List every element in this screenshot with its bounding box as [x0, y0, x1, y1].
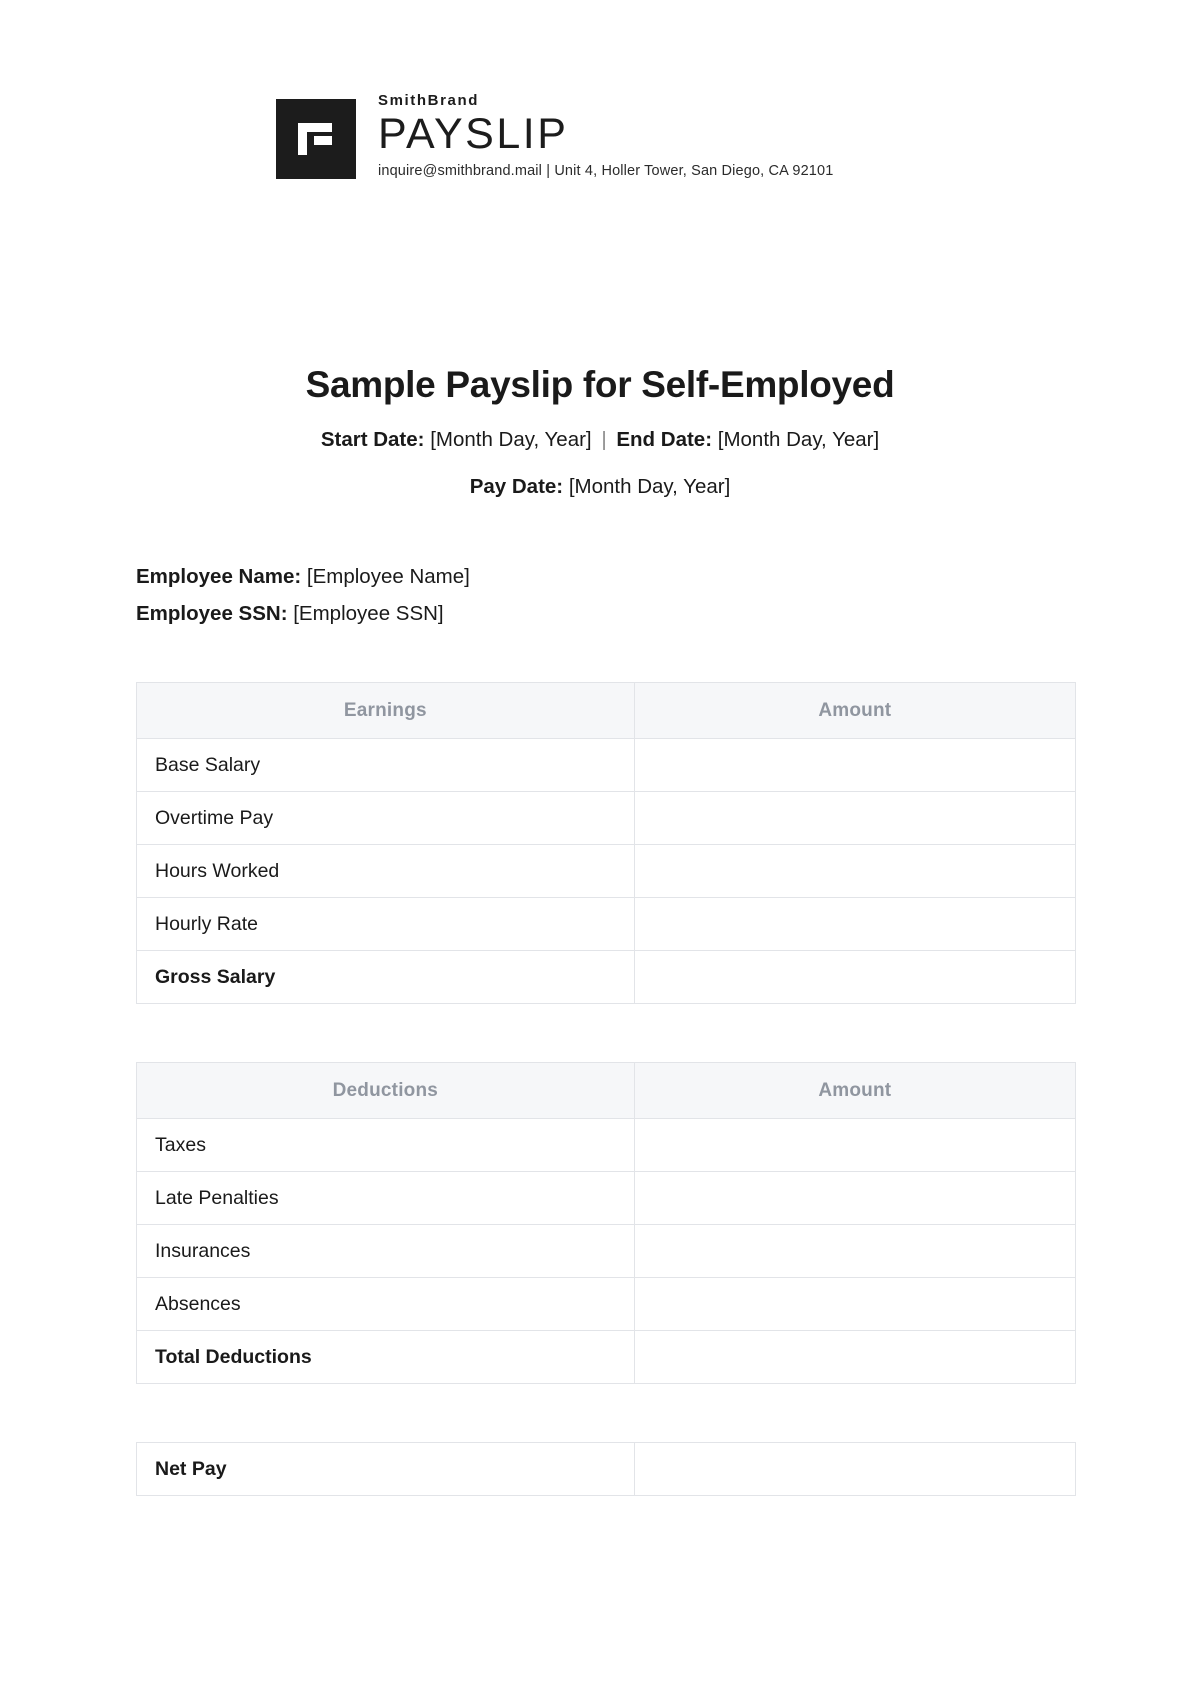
brand-block: [378, 88, 833, 179]
deductions-table: [136, 1062, 1076, 1384]
earnings-column-header: Earnings: [137, 683, 635, 739]
row-amount[interactable]: [634, 792, 1075, 845]
row-amount[interactable]: [634, 1331, 1075, 1384]
row-amount[interactable]: [634, 1225, 1075, 1278]
table-row: [137, 1172, 1076, 1225]
start-date-label: Start Date:: [320, 428, 425, 452]
pay-date-value: [Month Day, Year]: [568, 475, 731, 499]
brand-name: SmithBrand: [378, 92, 480, 109]
row-label: Taxes: [137, 1119, 635, 1172]
table-row: [137, 845, 1076, 898]
employee-name-value: [Employee Name]: [306, 565, 470, 589]
deductions-column-header: Deductions: [137, 1063, 635, 1119]
row-amount[interactable]: [634, 1278, 1075, 1331]
net-pay-table: [136, 1442, 1076, 1496]
net-pay-amount[interactable]: [634, 1443, 1075, 1496]
row-label: Base Salary: [137, 739, 635, 792]
row-label: Total Deductions: [137, 1331, 635, 1384]
table-row: [137, 1119, 1076, 1172]
table-row: [137, 792, 1076, 845]
employee-name-label: Employee Name:: [136, 565, 302, 589]
earnings-amount-column-header: Amount: [634, 683, 1075, 739]
title-block: [0, 364, 1200, 499]
row-label: Gross Salary: [137, 951, 635, 1004]
pay-date-line: [0, 475, 1200, 499]
employee-ssn-label: Employee SSN:: [136, 601, 288, 625]
row-label: Hourly Rate: [137, 898, 635, 951]
end-date-label: End Date:: [616, 428, 713, 452]
earnings-table: [136, 682, 1076, 1004]
row-amount[interactable]: [634, 951, 1075, 1004]
document-header: [276, 0, 1200, 179]
row-label: Overtime Pay: [137, 792, 635, 845]
date-range-line: [0, 428, 1200, 452]
table-row: [137, 951, 1076, 1004]
row-amount[interactable]: [634, 1119, 1075, 1172]
table-row: [137, 739, 1076, 792]
page-title: Sample Payslip for Self-Employed: [305, 364, 895, 406]
row-label: Insurances: [137, 1225, 635, 1278]
table-row: [137, 1278, 1076, 1331]
smithbrand-logo-icon: [276, 99, 356, 179]
table-header-row: [137, 1063, 1076, 1119]
employee-ssn-row: [136, 596, 1200, 632]
contact-line: inquire@smithbrand.mail | Unit 4, Holler Tower, San Diego, CA 92101: [378, 163, 834, 180]
row-label: Hours Worked: [137, 845, 635, 898]
deductions-amount-column-header: Amount: [634, 1063, 1075, 1119]
date-separator: |: [601, 428, 607, 452]
end-date-value: [Month Day, Year]: [717, 428, 880, 452]
document-type: PAYSLIP: [378, 110, 569, 158]
net-pay-label: Net Pay: [137, 1443, 635, 1496]
row-amount[interactable]: [634, 898, 1075, 951]
employee-ssn-value: [Employee SSN]: [293, 601, 444, 625]
row-amount[interactable]: [634, 739, 1075, 792]
table-row: [137, 1443, 1076, 1496]
employee-info: [136, 559, 1200, 632]
row-amount[interactable]: [634, 1172, 1075, 1225]
row-amount[interactable]: [634, 845, 1075, 898]
start-date-value: [Month Day, Year]: [430, 428, 592, 452]
row-label: Absences: [137, 1278, 635, 1331]
employee-name-row: [136, 559, 1200, 595]
table-row: [137, 1331, 1076, 1384]
table-row: [137, 898, 1076, 951]
pay-date-label: Pay Date:: [469, 475, 564, 499]
row-label: Late Penalties: [137, 1172, 635, 1225]
table-header-row: [137, 683, 1076, 739]
table-row: [137, 1225, 1076, 1278]
